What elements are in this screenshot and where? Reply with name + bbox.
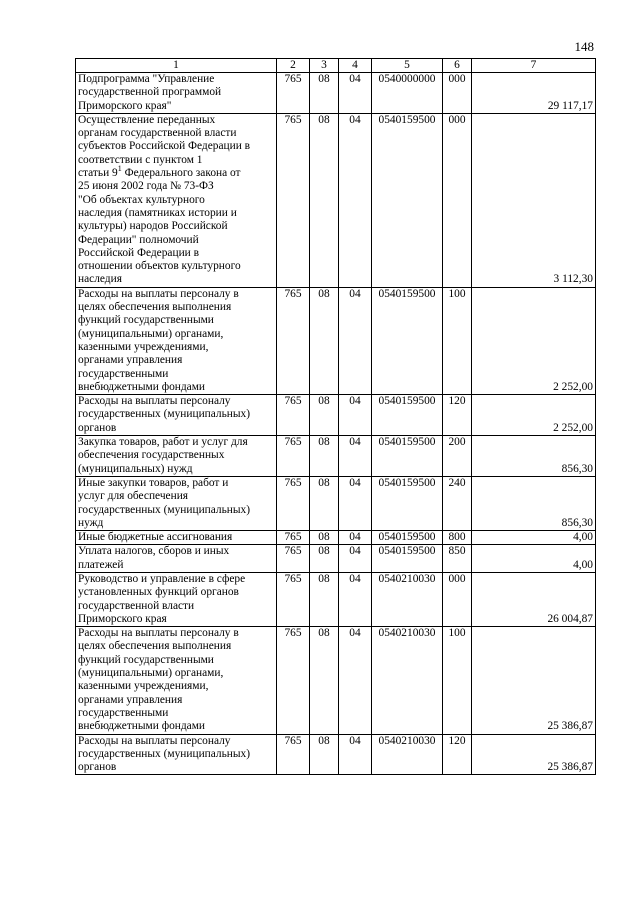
- column-number-row: [76, 59, 596, 73]
- section-code: 08: [310, 113, 339, 287]
- row-name-line: обеспечения государственных: [78, 449, 225, 462]
- row-name: [76, 287, 277, 394]
- row-name-line: "Об объектах культурного: [78, 193, 205, 206]
- expense-type-code: 850: [443, 545, 472, 573]
- target-code: 0540159500: [372, 531, 443, 545]
- subsection-code: 04: [339, 395, 372, 436]
- table-row: [76, 476, 596, 530]
- grbs-code: 765: [277, 627, 310, 734]
- row-name: [76, 476, 277, 530]
- row-name-line: нужд: [78, 516, 104, 529]
- table-row: [76, 287, 596, 394]
- row-name-line: (муниципальными) органами,: [78, 667, 224, 680]
- expense-type-code: 120: [443, 734, 472, 775]
- column-header: 7: [472, 59, 596, 73]
- amount: 4,00: [472, 531, 596, 545]
- row-name-line: государственных (муниципальных): [78, 747, 251, 760]
- row-name-line: платежей: [78, 558, 124, 571]
- row-name: [76, 73, 277, 114]
- row-name-line: Уплата налогов, сборов и иных: [78, 545, 230, 558]
- column-header: 1: [76, 59, 277, 73]
- grbs-code: 765: [277, 545, 310, 573]
- row-name-line: функций государственными: [78, 314, 214, 327]
- table-row: [76, 572, 596, 626]
- target-code: 0540159500: [372, 113, 443, 287]
- row-name-line: функций государственными: [78, 653, 214, 666]
- amount: 25 386,87: [472, 627, 596, 734]
- row-name-line: наследия (памятниках истории и: [78, 206, 237, 219]
- row-name: [76, 113, 277, 287]
- row-name-line: Руководство и управление в сфере: [78, 572, 246, 585]
- row-name-line: услуг для обеспечения: [78, 490, 189, 503]
- row-name-line: государственной власти: [78, 599, 195, 612]
- grbs-code: 765: [277, 395, 310, 436]
- row-name-line: государственной программой: [78, 86, 222, 99]
- target-code: 0540159500: [372, 545, 443, 573]
- target-code: 0540000000: [372, 73, 443, 114]
- row-name-line: (муниципальными) органами,: [78, 327, 224, 340]
- section-code: 08: [310, 395, 339, 436]
- expense-type-code: 800: [443, 531, 472, 545]
- target-code: 0540159500: [372, 287, 443, 394]
- row-name: [76, 572, 277, 626]
- row-name-line: целях обеспечения выполнения: [78, 640, 232, 653]
- row-name-line: казенными учреждениями,: [78, 680, 209, 693]
- target-code: 0540159500: [372, 436, 443, 477]
- row-name-line: органов: [78, 421, 117, 434]
- row-name-line: внебюджетными фондами: [78, 380, 206, 393]
- page-number: 148: [574, 39, 594, 54]
- row-name-line: 25 июня 2002 года № 73-ФЗ: [78, 180, 214, 193]
- row-name-line: Приморского края: [78, 612, 167, 625]
- section-code: 08: [310, 476, 339, 530]
- column-header: 2: [277, 59, 310, 73]
- grbs-code: 765: [277, 287, 310, 394]
- row-name-line: Расходы на выплаты персоналу: [78, 395, 231, 408]
- table-row: [76, 734, 596, 775]
- row-name: [76, 545, 277, 573]
- expense-type-code: 100: [443, 627, 472, 734]
- table-row: [76, 395, 596, 436]
- row-name-line: государственными: [78, 706, 169, 719]
- row-name-line: органами управления: [78, 354, 183, 367]
- row-name-line: Расходы на выплаты персоналу в: [78, 287, 239, 300]
- amount: 29 117,17: [472, 73, 596, 114]
- row-name-line: Российской Федерации в: [78, 246, 200, 259]
- section-code: 08: [310, 572, 339, 626]
- section-code: 08: [310, 436, 339, 477]
- table-row: [76, 113, 596, 287]
- row-name-line: государственных (муниципальных): [78, 503, 251, 516]
- row-name-line: Расходы на выплаты персоналу: [78, 734, 231, 747]
- grbs-code: 765: [277, 436, 310, 477]
- row-name: [76, 395, 277, 436]
- subsection-code: 04: [339, 113, 372, 287]
- section-code: 08: [310, 73, 339, 114]
- row-name-line: Федерации" полномочий: [78, 233, 199, 246]
- column-header: 3: [310, 59, 339, 73]
- row-name: [76, 436, 277, 477]
- row-name-line: статьи $9^1$ Федерального закона от: [78, 164, 241, 180]
- expense-type-code: 200: [443, 436, 472, 477]
- row-name-line: субъектов Российской Федерации в: [78, 140, 251, 153]
- row-name-line: Осуществление переданных: [78, 113, 216, 126]
- row-name-line: наследия: [78, 273, 122, 286]
- amount: 2 252,00: [472, 287, 596, 394]
- row-name-line: органами управления: [78, 693, 183, 706]
- row-name-line: государственных (муниципальных): [78, 408, 251, 421]
- grbs-code: 765: [277, 531, 310, 545]
- subsection-code: 04: [339, 545, 372, 573]
- row-name-line: внебюджетными фондами: [78, 720, 206, 733]
- subsection-code: 04: [339, 734, 372, 775]
- expense-type-code: 100: [443, 287, 472, 394]
- grbs-code: 765: [277, 73, 310, 114]
- subsection-code: 04: [339, 627, 372, 734]
- subsection-code: 04: [339, 287, 372, 394]
- section-code: 08: [310, 734, 339, 775]
- row-name: [76, 734, 277, 775]
- grbs-code: 765: [277, 734, 310, 775]
- amount: 25 386,87: [472, 734, 596, 775]
- row-name-line: Иные бюджетные ассигнования: [78, 531, 233, 544]
- row-name-line: Расходы на выплаты персоналу в: [78, 627, 239, 640]
- row-name-line: казенными учреждениями,: [78, 340, 209, 353]
- subsection-code: 04: [339, 476, 372, 530]
- target-code: 0540210030: [372, 627, 443, 734]
- row-name-line: государственными: [78, 367, 169, 380]
- table-row: [76, 73, 596, 114]
- subsection-code: 04: [339, 572, 372, 626]
- expense-type-code: 000: [443, 572, 472, 626]
- row-name-line: отношении объектов культурного: [78, 260, 241, 273]
- amount: 856,30: [472, 436, 596, 477]
- amount: 4,00: [472, 545, 596, 573]
- column-header: 5: [372, 59, 443, 73]
- expense-type-code: 000: [443, 73, 472, 114]
- row-name-line: культуры) народов Российской: [78, 220, 228, 233]
- row-name-line: соответствии с пунктом 1: [78, 153, 203, 166]
- row-name-line: Закупка товаров, работ и услуг для: [78, 436, 248, 449]
- table-row: [76, 627, 596, 734]
- expense-type-code: 000: [443, 113, 472, 287]
- column-header: 6: [443, 59, 472, 73]
- amount: 3 112,30: [472, 113, 596, 287]
- target-code: 0540210030: [372, 734, 443, 775]
- section-code: 08: [310, 287, 339, 394]
- section-code: 08: [310, 531, 339, 545]
- expense-type-code: 120: [443, 395, 472, 436]
- section-code: 08: [310, 627, 339, 734]
- grbs-code: 765: [277, 476, 310, 530]
- table-row: [76, 545, 596, 573]
- row-name-line: (муниципальных) нужд: [78, 462, 193, 475]
- amount: 856,30: [472, 476, 596, 530]
- row-name-line: Подпрограмма "Управление: [78, 73, 215, 85]
- target-code: 0540159500: [372, 395, 443, 436]
- amount: 26 004,87: [472, 572, 596, 626]
- row-name-line: установленных функций органов: [78, 586, 239, 599]
- amount: 2 252,00: [472, 395, 596, 436]
- subsection-code: 04: [339, 73, 372, 114]
- expense-type-code: 240: [443, 476, 472, 530]
- row-name-line: Приморского края": [78, 99, 172, 112]
- table-body: [76, 73, 596, 775]
- row-name-line: органов: [78, 761, 117, 774]
- row-name-line: целях обеспечения выполнения: [78, 301, 232, 314]
- subsection-code: 04: [339, 531, 372, 545]
- grbs-code: 765: [277, 572, 310, 626]
- grbs-code: 765: [277, 113, 310, 287]
- target-code: 0540159500: [372, 476, 443, 530]
- subsection-code: 04: [339, 436, 372, 477]
- row-name: [76, 531, 277, 545]
- section-code: 08: [310, 545, 339, 573]
- target-code: 0540210030: [372, 572, 443, 626]
- table-row: [76, 531, 596, 545]
- column-header: 4: [339, 59, 372, 73]
- row-name: [76, 627, 277, 734]
- budget-table: [75, 58, 596, 775]
- row-name-line: органам государственной власти: [78, 127, 237, 140]
- row-name-line: Иные закупки товаров, работ и: [78, 476, 229, 489]
- table-row: [76, 436, 596, 477]
